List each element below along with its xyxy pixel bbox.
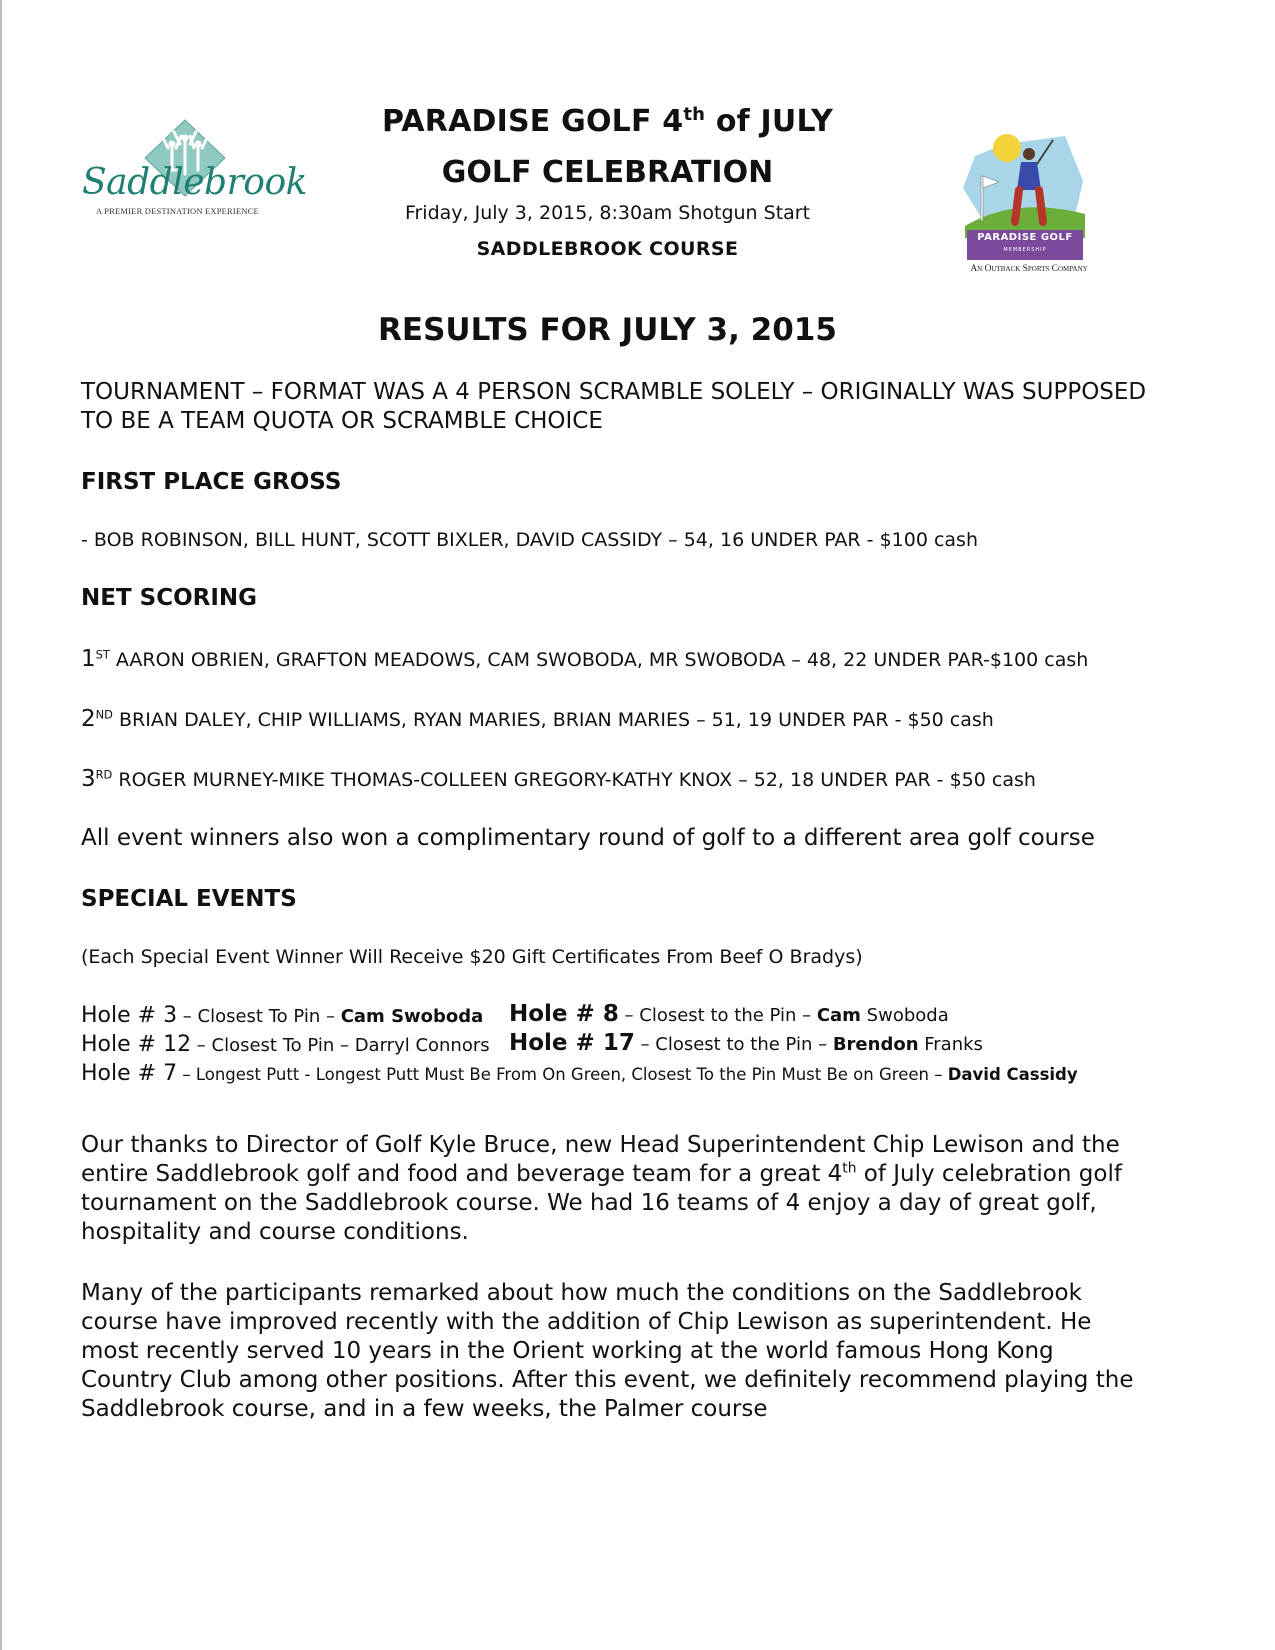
first-place-entry: - BOB ROBINSON, BILL HUNT, SCOTT BIXLER, DAVID CASSIDY – 54, 16 UNDER PAR - $100 cash [81,529,978,551]
hole-3-winner: Cam Swoboda [340,1006,484,1027]
page-border [0,0,2,1650]
hole-7-winner: David Cassidy [947,1065,1078,1084]
net-entry-3-place: 3 [81,766,96,792]
special-events-note: (Each Special Event Winner Will Receive $20 Gift Certificates From Beef O Bradys) [81,946,863,968]
hole-8-winner-first: Cam [816,1005,861,1026]
net-entry-2-text: BRIAN DALEY, CHIP WILLIAMS, RYAN MARIES, BRIAN MARIES – 51, 19 UNDER PAR - $50 cash [118,709,994,731]
net-entry-3-suffix: RD [95,767,113,782]
title-line1-post: of JULY [705,104,834,139]
hole-17-desc: – Closest to the Pin – [634,1034,833,1055]
paradise-golf-caption: An Outback Sports Company [970,264,1088,274]
saddlebrook-wordmark: Saddlebrook [82,162,307,203]
hole-7-desc: – Longest Putt - Longest Putt Must Be From On Green, Closest To the Pin Must Be on Green – [177,1065,948,1084]
paradise-golf-banner-sub: MEMBERSHIP [1003,247,1047,253]
net-scoring-heading: NET SCORING [81,585,258,611]
page-title-line1 [300,104,915,139]
hole-12-desc: – Closest To Pin – Darryl Connors [191,1035,490,1056]
saddlebrook-tagline: A PREMIER DESTINATION EXPERIENCE [96,206,259,216]
net-entry-1-text: AARON OBRIEN, GRAFTON MEADOWS, CAM SWOBODA, MR SWOBODA – 48, 22 UNDER PAR-$100 cash [115,649,1089,671]
paradise-golf-banner [967,230,1083,260]
hole-17-winner-last: Franks [918,1034,983,1055]
net-entry-2-place: 2 [81,706,96,732]
complimentary-note: All event winners also won a complimentary round of golf to a different area golf course [81,825,1095,851]
event-subtitle: Friday, July 3, 2015, 8:30am Shotgun Start [404,202,811,224]
tournament-format: TOURNAMENT – FORMAT WAS A 4 PERSON SCRAMBLE SOLELY – ORIGINALLY WAS SUPPOSED TO BE A TEAM QUOTA OR SCRAMBLE CHOICE [81,379,1147,434]
net-entry-1-place: 1 [81,646,96,672]
saddlebrook-logo [82,118,307,228]
thanks-paragraph [81,1131,1151,1247]
paradise-golf-banner-title: PARADISE GOLF [977,232,1073,243]
net-entry-1-suffix: ST [95,647,110,662]
title-line1-sup: th [683,104,706,125]
hole-3-desc: – Closest To Pin – [177,1006,341,1027]
hole-17-result [509,1030,983,1056]
hole-3-label: Hole # 3 [81,1003,178,1028]
thanks-text-end: of July celebration golf tournament on the Saddlebrook course. We had 16 teams of 4 enjoy a day of great golf, hospitality and course conditions. [81,1161,1122,1245]
hole-7-label: Hole # 7 [81,1061,178,1086]
closing-paragraph: Many of the participants remarked about how much the conditions on the Saddlebrook course have improved recently with the addition of Chip Lewison as superintendent. He most recently served 10 years in the Orient working at the world famous Hong Kong Country Club among other positions. After this event, we definitely recommend playing the Saddlebrook course, and in a few weeks, the Palmer course [81,1280,1134,1422]
special-events-heading: SPECIAL EVENTS [81,886,297,912]
thanks-text-start: Our thanks to Director of Golf Kyle Bruce, new Head Superintendent Chip Lewison and the entire Saddlebrook golf and food and beverage team for a great 4 [81,1132,1120,1187]
page-title-line2: GOLF CELEBRATION [441,155,774,190]
hole-7-result [81,1061,1078,1086]
first-place-heading: FIRST PLACE GROSS [81,469,342,495]
hole-3-result [81,1003,483,1028]
net-entry-2 [81,706,994,732]
hole-17-label: Hole # 17 [509,1030,635,1056]
hole-12-result [81,1032,490,1057]
hole-8-winner-last: Swoboda [860,1005,949,1026]
hole-17-winner-first: Brendon [832,1034,919,1055]
title-line1-text: PARADISE GOLF 4 [381,104,684,139]
course-name: SADDLEBROOK COURSE [476,238,739,260]
net-entry-3-text: ROGER MURNEY-MIKE THOMAS-COLLEEN GREGORY-KATHY KNOX – 52, 18 UNDER PAR - $50 cash [118,769,1036,791]
hole-8-label: Hole # 8 [509,1001,619,1027]
results-title: RESULTS FOR JULY 3, 2015 [378,312,837,348]
net-entry-2-suffix: ND [95,707,113,722]
net-entry-3 [81,766,1036,792]
paradise-golf-logo [955,126,1105,281]
thanks-sup: th [842,1160,857,1177]
hole-8-result [509,1001,949,1027]
hole-12-label: Hole # 12 [81,1032,192,1057]
net-entry-1 [81,646,1088,672]
hole-8-desc: – Closest to the Pin – [618,1005,817,1026]
